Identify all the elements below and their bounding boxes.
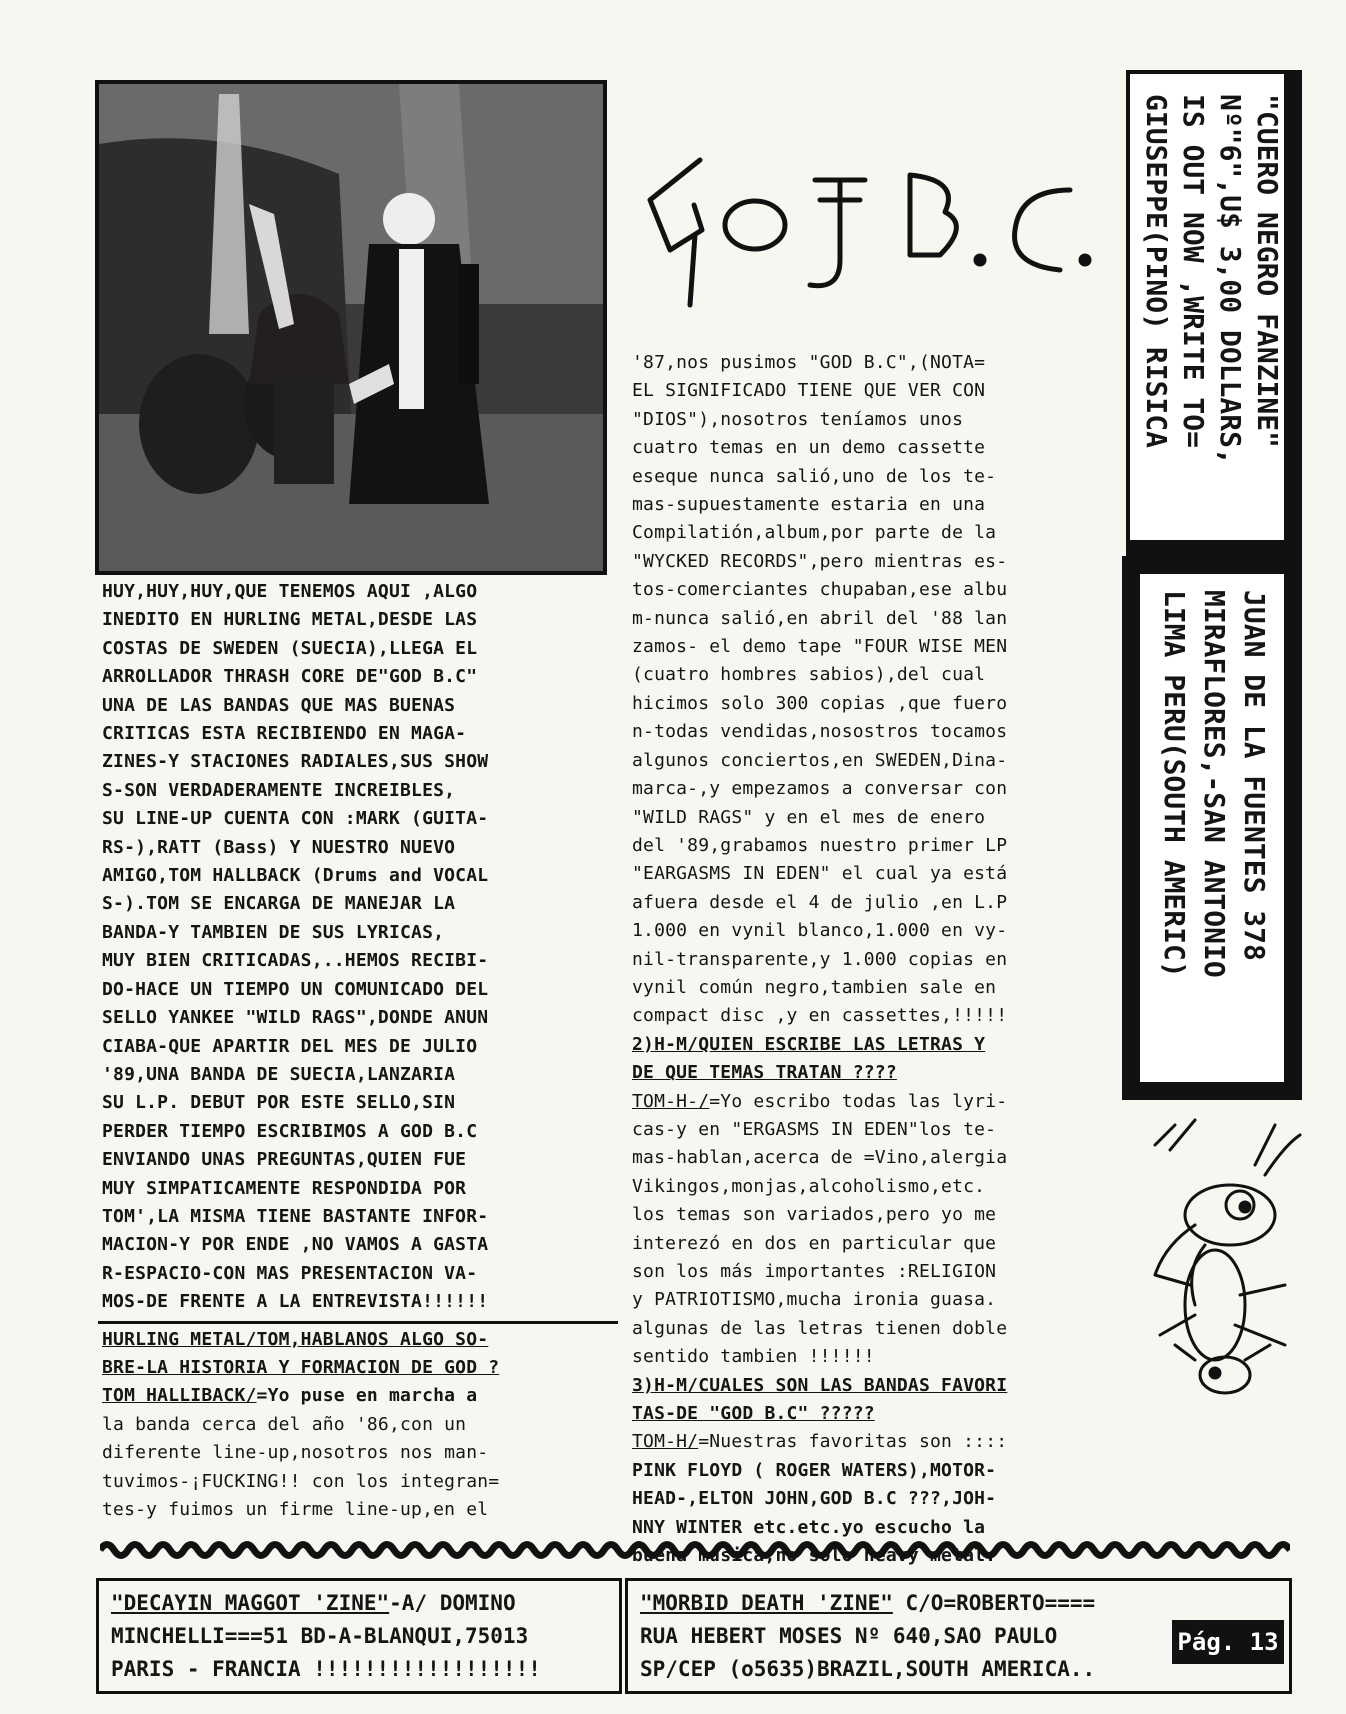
ad-line: Nº"6",U$ 3,00 DOLLARS, <box>1214 94 1247 465</box>
answer-1 <box>102 1411 618 1525</box>
text-line: buena música,no solo heavy metal. <box>632 1545 997 1567</box>
question-2 <box>632 1031 1007 1088</box>
answer-3-first-line: =Nuestras favoritas son :::: <box>698 1431 1008 1453</box>
text-line: vynil común negro,tambien sale en <box>632 976 997 998</box>
text-line: SU LINE-UP CUENTA CON :MARK (GUITA- <box>102 808 489 830</box>
text-line: mas-supuestamente estaria en una <box>632 494 986 516</box>
intro-paragraph <box>102 578 618 1317</box>
history-paragraph <box>632 349 1007 1031</box>
ad-line: LIMA PERU(SOUTH AMERIC) <box>1158 590 1191 978</box>
left-column <box>102 578 618 1524</box>
text-line: del '89,grabamos nuestro primer LP <box>632 834 1008 856</box>
text-line: '89,UNA BANDA DE SUECIA,LANZARIA <box>102 1063 456 1085</box>
text-line: son los más importantes :RELIGION <box>632 1261 997 1282</box>
answer-2 <box>632 1116 1007 1372</box>
text-line: ZINES-Y STACIONES RADIALES,SUS SHOW <box>102 751 489 773</box>
text-line: marca-,y empezamos a conversar con <box>632 778 1008 800</box>
ad-line: JUAN DE LA FUENTES 378 <box>1238 590 1271 961</box>
text-line: compact disc ,y en cassettes,!!!!! <box>632 1005 1008 1027</box>
question-line: HURLING METAL/TOM,HABLANOS ALGO SO- <box>102 1328 489 1350</box>
text-line: (cuatro hombres sabios),del cual <box>632 664 986 686</box>
text-line: y PATRIOTISMO,mucha ironia guasa. <box>632 1289 997 1311</box>
band-logo <box>640 140 1100 310</box>
question-1 <box>102 1326 618 1383</box>
text-line: HUY,HUY,HUY,QUE TENEMOS AQUI ,ALGO <box>102 581 478 602</box>
text-line: algunos conciertos,en SWEDEN,Dina- <box>632 749 1008 771</box>
text-line: BANDA-Y TAMBIEN DE SUS LYRICAS, <box>102 921 445 943</box>
text-line: SU L.P. DEBUT POR ESTE SELLO,SIN <box>102 1092 456 1114</box>
address-ad-text <box>1154 590 1274 1090</box>
question-line: 2)H-M/QUIEN ESCRIBE LAS LETRAS Y <box>632 1033 986 1055</box>
text-line: MOS-DE FRENTE A LA ENTREVISTA!!!!!! <box>102 1291 489 1313</box>
text-line: n-todas vendidas,nosostros tocamos <box>632 721 1008 743</box>
text-line: tes-y fuimos un firme line-up,en el <box>102 1499 489 1520</box>
text-line: COSTAS DE SWEDEN (SUECIA),LLEGA EL <box>102 637 478 659</box>
answer-2-first-line: =Yo escribo todas las lyri- <box>709 1090 1008 1112</box>
text-line: RS-),RATT (Bass) Y NUESTRO NUEVO <box>102 836 456 858</box>
text-line: "DIOS"),nosotros teníamos unos <box>632 408 964 430</box>
text-line: cas-y en "ERGASMS IN EDEN"los te- <box>632 1118 997 1140</box>
footer-right-line2: RUA HEBERT MOSES Nº 640,SAO PAULO <box>640 1624 1058 1648</box>
footer-left-line3: PARIS - FRANCIA !!!!!!!!!!!!!!!!!! <box>111 1657 541 1681</box>
footer-left-title: "DECAYIN MAGGOT 'ZINE" <box>111 1591 390 1615</box>
address-ad-box <box>1122 556 1302 1100</box>
fanzine-ad-text <box>1138 94 1286 544</box>
text-line: m-nunca salió,en abril del '88 lan <box>632 607 1008 629</box>
text-line: Compilatión,album,por parte de la <box>632 522 997 544</box>
text-line: CRITICAS ESTA RECIBIENDO EN MAGA- <box>102 723 467 745</box>
text-line: Vikingos,monjas,alcoholismo,etc. <box>632 1175 986 1197</box>
divider <box>98 1321 618 1324</box>
text-line: MUY SIMPATICAMENTE RESPONDIDA POR <box>102 1177 467 1199</box>
text-line: "EARGASMS IN EDEN" el cual ya está <box>632 863 1008 885</box>
question-3 <box>632 1372 1007 1429</box>
text-line: PERDER TIEMPO ESCRIBIMOS A GOD B.C <box>102 1120 478 1142</box>
text-line: los temas son variados,pero yo me <box>632 1204 997 1226</box>
text-line: sentido tambien !!!!!! <box>632 1346 875 1368</box>
middle-column <box>632 349 1007 1570</box>
wavy-divider <box>100 1537 1290 1563</box>
footer-right-line3: SP/CEP (o5635)BRAZIL,SOUTH AMERICA.. <box>640 1657 1096 1681</box>
footer-right-line1: C/O=ROBERTO==== <box>892 1591 1096 1615</box>
text-line: hicimos solo 300 copias ,que fuero <box>632 692 1008 714</box>
text-line: zamos- el demo tape "FOUR WISE MEN <box>632 636 1008 658</box>
ad-line: "CUERO NEGRO FANZINE" <box>1251 94 1284 449</box>
text-line: algunas de las letras tienen doble <box>632 1317 1008 1339</box>
text-line: MACION-Y POR ENDE ,NO VAMOS A GASTA <box>102 1234 489 1256</box>
fanzine-ad-box <box>1126 70 1302 558</box>
band-photo <box>95 80 607 575</box>
text-line: HEAD-,ELTON JOHN,GOD B.C ???,JOH- <box>632 1488 997 1510</box>
footer-right-title: "MORBID DEATH 'ZINE" <box>640 1591 893 1615</box>
answer-1-label: TOM HALLIBACK/ <box>102 1385 257 1407</box>
text-line: PINK FLOYD ( ROGER WATERS),MOTOR- <box>632 1459 997 1481</box>
footer-left-line2: MINCHELLI===51 BD-A-BLANQUI,75013 <box>111 1624 529 1648</box>
text-line: ARROLLADOR THRASH CORE DE"GOD B.C" <box>102 666 478 688</box>
text-line: TOM',LA MISMA TIENE BASTANTE INFOR- <box>102 1205 489 1227</box>
text-line: tos-comerciantes chupaban,ese albu <box>632 579 1008 601</box>
text-line: NNY WINTER etc.etc.yo escucho la <box>632 1516 986 1538</box>
footer-left-line1: -A/ DOMINO <box>389 1591 516 1615</box>
insect-doodle <box>1135 1105 1305 1415</box>
text-line: interezó en dos en particular que <box>632 1232 997 1254</box>
text-line: ENVIANDO UNAS PREGUNTAS,QUIEN FUE <box>102 1149 467 1171</box>
text-line: 1.000 en vynil blanco,1.000 en vy- <box>632 920 1008 942</box>
ad-line: MIRAFLORES,-SAN ANTONIO <box>1198 590 1231 978</box>
text-line: SELLO YANKEE "WILD RAGS",DONDE ANUN <box>102 1007 489 1029</box>
question-line: BRE-LA HISTORIA Y FORMACION DE GOD ? <box>102 1356 500 1378</box>
footer-ad-left <box>96 1578 622 1694</box>
text-line: afuera desde el 4 de julio ,en L.P <box>632 891 1008 913</box>
ad-line: IS OUT NOW ,WRITE TO= <box>1177 94 1210 449</box>
text-line: la banda cerca del año '86,con un <box>102 1413 467 1435</box>
question-line: DE QUE TEMAS TRATAN ???? <box>632 1062 897 1084</box>
text-line: AMIGO,TOM HALLBACK (Drums and VOCAL <box>102 865 489 887</box>
text-line: S-).TOM SE ENCARGA DE MANEJAR LA <box>102 893 456 915</box>
text-line: INEDITO EN HURLING METAL,DESDE LAS <box>102 609 478 631</box>
text-line: UNA DE LAS BANDAS QUE MAS BUENAS <box>102 694 456 716</box>
ad-line: GIUSEPPE(PINO) RISICA <box>1140 94 1173 449</box>
answer-2-label: TOM-H-/ <box>632 1090 710 1112</box>
text-line: tuvimos-¡FUCKING!! con los integran= <box>102 1470 500 1492</box>
text-line: EL SIGNIFICADO TIENE QUE VER CON <box>632 380 986 402</box>
question-line: TAS-DE "GOD B.C" ????? <box>632 1403 875 1425</box>
text-line: R-ESPACIO-CON MAS PRESENTACION VA- <box>102 1262 478 1284</box>
text-line: cuatro temas en un demo cassette <box>632 437 986 459</box>
text-line: mas-hablan,acerca de =Vino,alergia <box>632 1147 1008 1169</box>
text-line: S-SON VERDADERAMENTE INCREIBLES, <box>102 779 456 801</box>
answer-1-first-line: =Yo puse en marcha a <box>256 1385 478 1407</box>
text-line: diferente line-up,nosotros nos man- <box>102 1442 489 1464</box>
answer-3-label: TOM-H/ <box>632 1431 699 1453</box>
text-line: nil-transparente,y 1.000 copias en <box>632 948 1008 970</box>
text-line: CIABA-QUE APARTIR DEL MES DE JULIO <box>102 1035 478 1057</box>
text-line: "WILD RAGS" y en el mes de enero <box>632 806 986 828</box>
text-line: "WYCKED RECORDS",pero mientras es- <box>632 550 1008 572</box>
text-line: eseque nunca salió,uno de los te- <box>632 465 997 487</box>
question-line: 3)H-M/CUALES SON LAS BANDAS FAVORI <box>632 1374 1008 1396</box>
page-number: Pág. 13 <box>1172 1620 1284 1664</box>
text-line: '87,nos pusimos "GOD B.C",(NOTA= <box>632 352 986 373</box>
text-line: DO-HACE UN TIEMPO UN COMUNICADO DEL <box>102 978 489 1000</box>
text-line: MUY BIEN CRITICADAS,..HEMOS RECIBI- <box>102 950 489 972</box>
